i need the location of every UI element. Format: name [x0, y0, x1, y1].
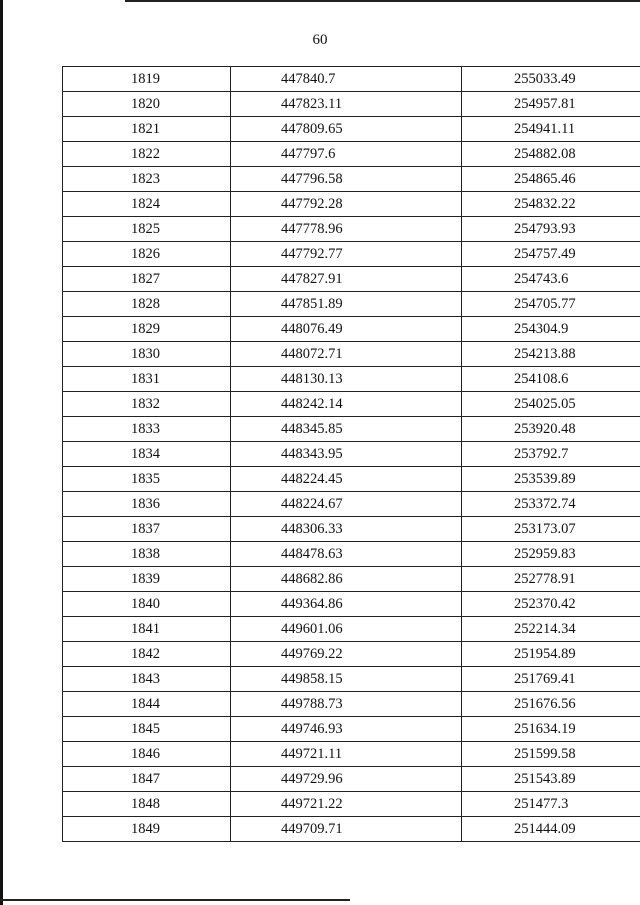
point-number-cell: 1846 — [63, 742, 231, 767]
point-number-cell: 1847 — [63, 767, 231, 792]
point-number-cell: 1840 — [63, 592, 231, 617]
point-number-cell: 1819 — [63, 67, 231, 92]
table-row — [63, 292, 640, 317]
table-row — [63, 392, 640, 417]
point-number-cell: 1822 — [63, 142, 231, 167]
table-row — [63, 592, 640, 617]
x-coordinate-cell: 448242.14 — [231, 392, 462, 417]
y-coordinate-cell: 251543.89 — [462, 767, 640, 792]
y-coordinate-cell: 254957.81 — [462, 92, 640, 117]
y-coordinate-cell: 253173.07 — [462, 517, 640, 542]
x-coordinate-cell: 447797.6 — [231, 142, 462, 167]
y-coordinate-cell: 253539.89 — [462, 467, 640, 492]
table-row — [63, 742, 640, 767]
page-number: 60 — [312, 32, 328, 48]
x-coordinate-cell: 447823.11 — [231, 92, 462, 117]
y-coordinate-cell: 251954.89 — [462, 642, 640, 667]
point-number-cell: 1848 — [63, 792, 231, 817]
y-coordinate-cell: 254705.77 — [462, 292, 640, 317]
coordinate-table — [62, 66, 640, 842]
x-coordinate-cell: 447792.77 — [231, 242, 462, 267]
table-row — [63, 242, 640, 267]
point-number-cell: 1829 — [63, 317, 231, 342]
point-number-cell: 1836 — [63, 492, 231, 517]
table-row — [63, 67, 640, 92]
y-coordinate-cell: 254832.22 — [462, 192, 640, 217]
point-number-cell: 1831 — [63, 367, 231, 392]
table-row — [63, 642, 640, 667]
point-number-cell: 1833 — [63, 417, 231, 442]
x-coordinate-cell: 448343.95 — [231, 442, 462, 467]
table-row — [63, 467, 640, 492]
table-row — [63, 692, 640, 717]
point-number-cell: 1837 — [63, 517, 231, 542]
table-row — [63, 192, 640, 217]
y-coordinate-cell: 254757.49 — [462, 242, 640, 267]
point-number-cell: 1824 — [63, 192, 231, 217]
table-body — [63, 67, 640, 842]
y-coordinate-cell: 252959.83 — [462, 542, 640, 567]
x-coordinate-cell: 447809.65 — [231, 117, 462, 142]
x-coordinate-cell: 449788.73 — [231, 692, 462, 717]
x-coordinate-cell: 449769.22 — [231, 642, 462, 667]
y-coordinate-cell: 251599.58 — [462, 742, 640, 767]
table-row — [63, 667, 640, 692]
point-number-cell: 1821 — [63, 117, 231, 142]
table-row — [63, 492, 640, 517]
x-coordinate-cell: 448478.63 — [231, 542, 462, 567]
x-coordinate-cell: 448076.49 — [231, 317, 462, 342]
x-coordinate-cell: 448345.85 — [231, 417, 462, 442]
y-coordinate-cell: 253792.7 — [462, 442, 640, 467]
x-coordinate-cell: 447792.28 — [231, 192, 462, 217]
table-row — [63, 717, 640, 742]
point-number-cell: 1849 — [63, 817, 231, 842]
table-row — [63, 542, 640, 567]
point-number-cell: 1827 — [63, 267, 231, 292]
y-coordinate-cell: 254793.93 — [462, 217, 640, 242]
table-row — [63, 767, 640, 792]
table-row — [63, 367, 640, 392]
point-number-cell: 1832 — [63, 392, 231, 417]
x-coordinate-cell: 447778.96 — [231, 217, 462, 242]
table-row — [63, 817, 640, 842]
x-coordinate-cell: 449364.86 — [231, 592, 462, 617]
table-row — [63, 342, 640, 367]
x-coordinate-cell: 449601.06 — [231, 617, 462, 642]
x-coordinate-cell: 449721.11 — [231, 742, 462, 767]
x-coordinate-cell: 447840.7 — [231, 67, 462, 92]
table-row — [63, 417, 640, 442]
scan-bottom-edge — [0, 899, 350, 901]
x-coordinate-cell: 448224.45 — [231, 467, 462, 492]
x-coordinate-cell: 448682.86 — [231, 567, 462, 592]
point-number-cell: 1823 — [63, 167, 231, 192]
table-row — [63, 92, 640, 117]
point-number-cell: 1845 — [63, 717, 231, 742]
x-coordinate-cell: 448072.71 — [231, 342, 462, 367]
scan-top-edge — [125, 0, 640, 2]
y-coordinate-cell: 251769.41 — [462, 667, 640, 692]
point-number-cell: 1820 — [63, 92, 231, 117]
table-row — [63, 792, 640, 817]
point-number-cell: 1841 — [63, 617, 231, 642]
y-coordinate-cell: 254941.11 — [462, 117, 640, 142]
point-number-cell: 1826 — [63, 242, 231, 267]
table-row — [63, 167, 640, 192]
y-coordinate-cell: 254743.6 — [462, 267, 640, 292]
y-coordinate-cell: 251676.56 — [462, 692, 640, 717]
y-coordinate-cell: 253372.74 — [462, 492, 640, 517]
y-coordinate-cell: 254108.6 — [462, 367, 640, 392]
table-row — [63, 617, 640, 642]
table-row — [63, 142, 640, 167]
table-row — [63, 442, 640, 467]
table-row — [63, 267, 640, 292]
y-coordinate-cell: 253920.48 — [462, 417, 640, 442]
table-row — [63, 517, 640, 542]
point-number-cell: 1839 — [63, 567, 231, 592]
x-coordinate-cell: 447851.89 — [231, 292, 462, 317]
table-row — [63, 317, 640, 342]
table-row — [63, 217, 640, 242]
point-number-cell: 1843 — [63, 667, 231, 692]
table-row — [63, 117, 640, 142]
y-coordinate-cell: 254865.46 — [462, 167, 640, 192]
point-number-cell: 1825 — [63, 217, 231, 242]
y-coordinate-cell: 254304.9 — [462, 317, 640, 342]
x-coordinate-cell: 447796.58 — [231, 167, 462, 192]
y-coordinate-cell: 252370.42 — [462, 592, 640, 617]
x-coordinate-cell: 448130.13 — [231, 367, 462, 392]
x-coordinate-cell: 449721.22 — [231, 792, 462, 817]
x-coordinate-cell: 449709.71 — [231, 817, 462, 842]
x-coordinate-cell: 448306.33 — [231, 517, 462, 542]
point-number-cell: 1838 — [63, 542, 231, 567]
y-coordinate-cell: 252778.91 — [462, 567, 640, 592]
point-number-cell: 1828 — [63, 292, 231, 317]
y-coordinate-cell: 251444.09 — [462, 817, 640, 842]
x-coordinate-cell: 449858.15 — [231, 667, 462, 692]
y-coordinate-cell: 255033.49 — [462, 67, 640, 92]
y-coordinate-cell: 251634.19 — [462, 717, 640, 742]
x-coordinate-cell: 449746.93 — [231, 717, 462, 742]
y-coordinate-cell: 254213.88 — [462, 342, 640, 367]
point-number-cell: 1844 — [63, 692, 231, 717]
point-number-cell: 1842 — [63, 642, 231, 667]
y-coordinate-cell: 251477.3 — [462, 792, 640, 817]
x-coordinate-cell: 447827.91 — [231, 267, 462, 292]
point-number-cell: 1834 — [63, 442, 231, 467]
y-coordinate-cell: 252214.34 — [462, 617, 640, 642]
point-number-cell: 1830 — [63, 342, 231, 367]
y-coordinate-cell: 254025.05 — [462, 392, 640, 417]
x-coordinate-cell: 448224.67 — [231, 492, 462, 517]
x-coordinate-cell: 449729.96 — [231, 767, 462, 792]
table-row — [63, 567, 640, 592]
scan-left-edge — [0, 0, 3, 905]
y-coordinate-cell: 254882.08 — [462, 142, 640, 167]
point-number-cell: 1835 — [63, 467, 231, 492]
